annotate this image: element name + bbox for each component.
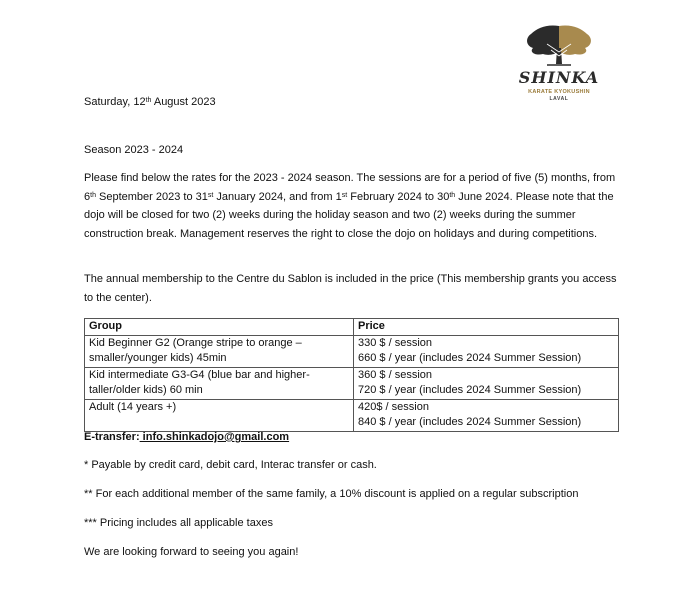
membership-paragraph: The annual membership to the Centre du Sablon is included in the price (This membership grants you access to the center).	[84, 273, 617, 304]
logo-wordmark: SHINKA	[518, 68, 600, 87]
rates-table	[84, 318, 619, 432]
etransfer-email[interactable]: info.shinkadojo@gmail.com	[139, 431, 290, 443]
etransfer-line	[84, 428, 624, 447]
group-cell: Adult (14 years +)	[85, 399, 354, 431]
table-row	[85, 335, 619, 367]
tree-icon	[517, 20, 601, 70]
intro-paragraph: Please find below the rates for the 2023 - 2024 season. The sessions are for a period of five (5) months, from 6th September 2023 to 31st January 2024, and from 1st February 2024 to 30th June 2024. Please note that the dojo will be closed for two (2) weeks during the holiday season and two (2) weeks during the summer construction break. Management reserves the right to close the dojo on holidays and during competitions.	[84, 172, 616, 240]
group-cell: Kid intermediate G3-G4 (blue bar and higher- taller/older kids) 60 min	[85, 367, 354, 399]
price-cell: 420$ / session 840 $ / year (includes 2024 Summer Session)	[354, 399, 619, 431]
price-cell: 360 $ / session 720 $ / year (includes 2024 Summer Session)	[354, 367, 619, 399]
note-taxes: *** Pricing includes all applicable taxes	[84, 517, 273, 529]
season-heading: Season 2023 - 2024	[84, 144, 184, 156]
logo-location: LAVAL	[549, 96, 569, 102]
etransfer-label: E-transfer:	[84, 431, 140, 443]
group-cell: Kid Beginner G2 (Orange stripe to orange – smaller/younger kids) 45min	[85, 335, 354, 367]
table-row	[85, 399, 619, 431]
note-family-discount: ** For each additional member of the same family, a 10% discount is applied on a regular subscription	[84, 488, 579, 500]
price-cell: 330 $ / session 660 $ / year (includes 2024 Summer Session)	[354, 335, 619, 367]
header-group: Group	[85, 319, 354, 336]
note-payment: * Payable by credit card, debit card, Interac transfer or cash.	[84, 459, 377, 471]
closing-line: We are looking forward to seeing you again!	[84, 546, 299, 558]
header-price: Price	[354, 319, 619, 336]
table-row	[85, 367, 619, 399]
letter-date: Saturday, 12th August 2023	[84, 96, 216, 108]
table-header-row	[85, 319, 619, 336]
logo-subtitle: KARATE KYOKUSHIN	[528, 89, 590, 95]
